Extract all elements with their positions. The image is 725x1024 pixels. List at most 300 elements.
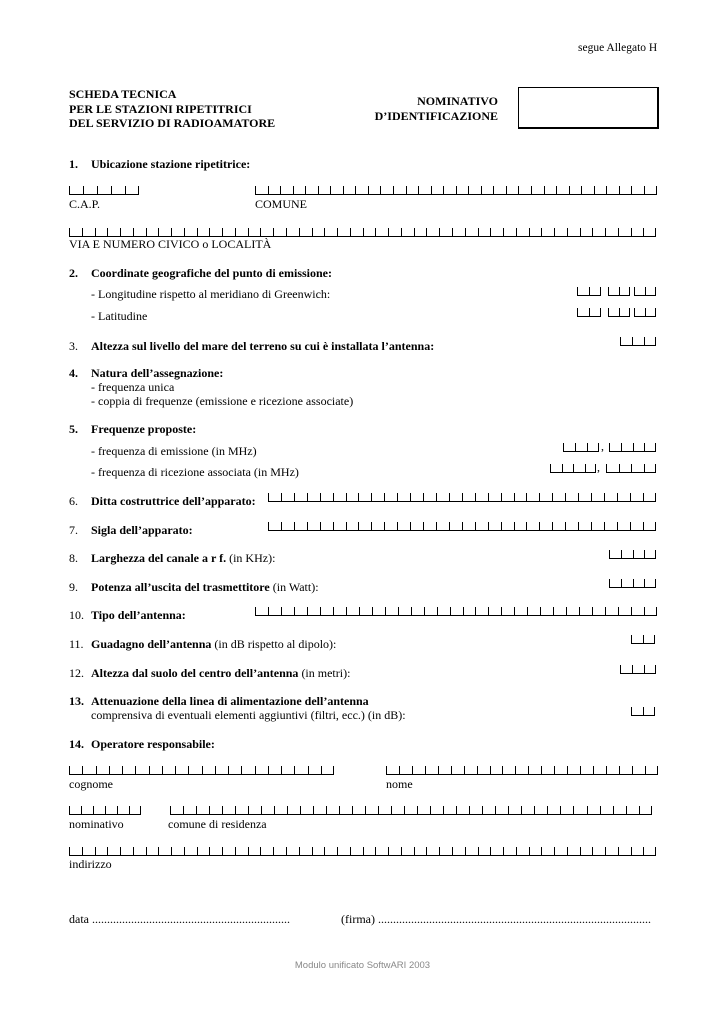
char-cell[interactable] [620, 337, 632, 346]
char-cell[interactable] [477, 766, 490, 775]
char-cell[interactable] [120, 228, 133, 237]
data-field[interactable]: data .................................................................. [69, 912, 290, 926]
char-cell[interactable] [644, 337, 656, 346]
char-cell[interactable] [299, 228, 312, 237]
char-cell[interactable] [346, 493, 359, 502]
char-cell[interactable] [562, 464, 574, 473]
char-cell[interactable] [463, 607, 476, 616]
char-cell[interactable] [255, 186, 268, 195]
char-cell[interactable] [644, 443, 656, 452]
char-cell[interactable] [170, 806, 183, 815]
char-cell[interactable] [462, 493, 475, 502]
char-cell[interactable] [352, 806, 365, 815]
char-cell[interactable] [578, 493, 591, 502]
char-cell[interactable] [465, 228, 478, 237]
char-cell[interactable] [592, 847, 605, 856]
longitudine-gradi-field[interactable] [577, 287, 601, 296]
char-cell[interactable] [577, 287, 589, 296]
char-cell[interactable] [516, 228, 529, 237]
char-cell[interactable] [222, 847, 235, 856]
char-cell[interactable] [268, 186, 281, 195]
char-cell[interactable] [580, 847, 593, 856]
char-cell[interactable] [567, 228, 580, 237]
char-cell[interactable] [526, 522, 539, 531]
char-cell[interactable] [324, 847, 337, 856]
char-cell[interactable] [581, 186, 594, 195]
char-cell[interactable] [645, 287, 656, 296]
char-cell[interactable] [368, 186, 381, 195]
longitudine-primi-field[interactable] [608, 287, 630, 296]
char-cell[interactable] [129, 806, 141, 815]
char-cell[interactable] [605, 607, 618, 616]
char-cell[interactable] [515, 766, 528, 775]
char-cell[interactable] [425, 766, 438, 775]
char-cell[interactable] [503, 847, 516, 856]
char-cell[interactable] [423, 493, 436, 502]
char-cell[interactable] [631, 228, 644, 237]
char-cell[interactable] [438, 766, 451, 775]
char-cell[interactable] [619, 464, 632, 473]
char-cell[interactable] [149, 766, 162, 775]
potenza-field[interactable] [609, 579, 656, 588]
char-cell[interactable] [404, 806, 417, 815]
char-cell[interactable] [521, 806, 534, 815]
char-cell[interactable] [146, 847, 159, 856]
char-cell[interactable] [633, 443, 645, 452]
char-cell[interactable] [424, 607, 437, 616]
char-cell[interactable] [617, 522, 630, 531]
char-cell[interactable] [579, 607, 592, 616]
char-cell[interactable] [380, 186, 393, 195]
char-cell[interactable] [281, 607, 294, 616]
char-cell[interactable] [268, 766, 281, 775]
ricezione-int-field[interactable] [550, 464, 596, 473]
char-cell[interactable] [385, 607, 398, 616]
char-cell[interactable] [605, 228, 618, 237]
char-cell[interactable] [196, 806, 209, 815]
char-cell[interactable] [626, 806, 639, 815]
char-cell[interactable] [294, 493, 307, 502]
char-cell[interactable] [326, 806, 339, 815]
char-cell[interactable] [120, 847, 133, 856]
char-cell[interactable] [613, 806, 626, 815]
char-cell[interactable] [82, 766, 95, 775]
char-cell[interactable] [591, 493, 604, 502]
char-cell[interactable] [384, 522, 397, 531]
char-cell[interactable] [617, 493, 630, 502]
char-cell[interactable] [359, 607, 372, 616]
char-cell[interactable] [630, 522, 643, 531]
char-cell[interactable] [281, 522, 294, 531]
char-cell[interactable] [493, 186, 506, 195]
char-cell[interactable] [566, 607, 579, 616]
char-cell[interactable] [567, 766, 580, 775]
char-cell[interactable] [235, 847, 248, 856]
char-cell[interactable] [528, 766, 541, 775]
char-cell[interactable] [631, 707, 643, 716]
char-cell[interactable] [527, 607, 540, 616]
char-cell[interactable] [630, 493, 643, 502]
char-cell[interactable] [69, 847, 82, 856]
char-cell[interactable] [378, 806, 391, 815]
char-cell[interactable] [318, 186, 331, 195]
char-cell[interactable] [592, 228, 605, 237]
cap-field[interactable] [69, 186, 139, 195]
char-cell[interactable] [215, 766, 228, 775]
char-cell[interactable] [544, 186, 557, 195]
char-cell[interactable] [645, 308, 656, 317]
char-cell[interactable] [465, 847, 478, 856]
char-cell[interactable] [248, 806, 261, 815]
char-cell[interactable] [540, 607, 553, 616]
char-cell[interactable] [228, 766, 241, 775]
char-cell[interactable] [307, 493, 320, 502]
char-cell[interactable] [631, 607, 644, 616]
char-cell[interactable] [488, 607, 501, 616]
char-cell[interactable] [643, 522, 656, 531]
char-cell[interactable] [426, 847, 439, 856]
char-cell[interactable] [565, 493, 578, 502]
char-cell[interactable] [358, 522, 371, 531]
char-cell[interactable] [539, 493, 552, 502]
char-cell[interactable] [475, 493, 488, 502]
char-cell[interactable] [556, 186, 569, 195]
char-cell[interactable] [202, 766, 215, 775]
char-cell[interactable] [643, 635, 655, 644]
char-cell[interactable] [534, 806, 547, 815]
char-cell[interactable] [643, 228, 656, 237]
char-cell[interactable] [286, 228, 299, 237]
char-cell[interactable] [539, 522, 552, 531]
identificazione-input-box[interactable] [518, 87, 659, 129]
via-field[interactable] [69, 228, 656, 237]
char-cell[interactable] [529, 228, 542, 237]
char-cell[interactable] [69, 806, 81, 815]
char-cell[interactable] [307, 522, 320, 531]
char-cell[interactable] [501, 607, 514, 616]
char-cell[interactable] [450, 607, 463, 616]
altezza-slm-field[interactable] [620, 337, 656, 346]
char-cell[interactable] [69, 766, 82, 775]
char-cell[interactable] [594, 186, 607, 195]
char-cell[interactable] [604, 493, 617, 502]
char-cell[interactable] [209, 806, 222, 815]
char-cell[interactable] [401, 228, 414, 237]
char-cell[interactable] [618, 607, 631, 616]
latitudine-secondi-field[interactable] [634, 308, 656, 317]
char-cell[interactable] [443, 186, 456, 195]
char-cell[interactable] [350, 847, 363, 856]
char-cell[interactable] [320, 493, 333, 502]
char-cell[interactable] [443, 806, 456, 815]
larghezza-canale-field[interactable] [609, 550, 656, 559]
char-cell[interactable] [632, 766, 645, 775]
char-cell[interactable] [355, 186, 368, 195]
char-cell[interactable] [372, 607, 385, 616]
char-cell[interactable] [197, 228, 210, 237]
char-cell[interactable] [560, 806, 573, 815]
char-cell[interactable] [634, 287, 645, 296]
char-cell[interactable] [350, 228, 363, 237]
char-cell[interactable] [618, 228, 631, 237]
char-cell[interactable] [645, 766, 658, 775]
char-cell[interactable] [490, 847, 503, 856]
char-cell[interactable] [589, 308, 601, 317]
char-cell[interactable] [69, 186, 83, 195]
char-cell[interactable] [526, 493, 539, 502]
char-cell[interactable] [621, 579, 633, 588]
char-cell[interactable] [644, 550, 656, 559]
char-cell[interactable] [456, 806, 469, 815]
cognome-field[interactable] [69, 766, 334, 775]
char-cell[interactable] [587, 443, 599, 452]
char-cell[interactable] [294, 522, 307, 531]
char-cell[interactable] [643, 493, 656, 502]
char-cell[interactable] [388, 847, 401, 856]
char-cell[interactable] [320, 522, 333, 531]
char-cell[interactable] [171, 228, 184, 237]
char-cell[interactable] [313, 806, 326, 815]
char-cell[interactable] [529, 847, 542, 856]
char-cell[interactable] [375, 228, 388, 237]
char-cell[interactable] [406, 186, 419, 195]
char-cell[interactable] [82, 228, 95, 237]
char-cell[interactable] [337, 847, 350, 856]
char-cell[interactable] [605, 847, 618, 856]
char-cell[interactable] [531, 186, 544, 195]
latitudine-gradi-field[interactable] [577, 308, 601, 317]
char-cell[interactable] [608, 287, 619, 296]
char-cell[interactable] [578, 522, 591, 531]
char-cell[interactable] [514, 607, 527, 616]
char-cell[interactable] [606, 464, 619, 473]
char-cell[interactable] [506, 186, 519, 195]
char-cell[interactable] [606, 186, 619, 195]
char-cell[interactable] [514, 493, 527, 502]
char-cell[interactable] [333, 522, 346, 531]
char-cell[interactable] [268, 607, 281, 616]
char-cell[interactable] [567, 847, 580, 856]
comune-field[interactable] [255, 186, 657, 195]
char-cell[interactable] [273, 847, 286, 856]
char-cell[interactable] [248, 228, 261, 237]
char-cell[interactable] [294, 607, 307, 616]
char-cell[interactable] [69, 228, 82, 237]
char-cell[interactable] [508, 806, 521, 815]
char-cell[interactable] [488, 522, 501, 531]
char-cell[interactable] [501, 493, 514, 502]
natura-option-frequenza-unica[interactable]: - frequenza unica [91, 380, 175, 394]
char-cell[interactable] [363, 847, 376, 856]
char-cell[interactable] [294, 766, 307, 775]
char-cell[interactable] [363, 228, 376, 237]
char-cell[interactable] [384, 493, 397, 502]
char-cell[interactable] [632, 665, 644, 674]
char-cell[interactable] [439, 228, 452, 237]
char-cell[interactable] [554, 766, 567, 775]
char-cell[interactable] [609, 579, 621, 588]
char-cell[interactable] [547, 806, 560, 815]
char-cell[interactable] [643, 847, 656, 856]
attenuazione-field[interactable] [631, 707, 655, 716]
char-cell[interactable] [620, 665, 632, 674]
char-cell[interactable] [386, 766, 399, 775]
char-cell[interactable] [358, 493, 371, 502]
char-cell[interactable] [401, 847, 414, 856]
char-cell[interactable] [417, 806, 430, 815]
char-cell[interactable] [107, 228, 120, 237]
char-cell[interactable] [475, 522, 488, 531]
char-cell[interactable] [619, 766, 632, 775]
char-cell[interactable] [619, 186, 632, 195]
sigla-field[interactable] [268, 522, 656, 531]
char-cell[interactable] [109, 766, 122, 775]
char-cell[interactable] [346, 522, 359, 531]
char-cell[interactable] [619, 287, 630, 296]
char-cell[interactable] [439, 847, 452, 856]
char-cell[interactable] [490, 228, 503, 237]
char-cell[interactable] [644, 186, 657, 195]
char-cell[interactable] [96, 766, 109, 775]
char-cell[interactable] [222, 228, 235, 237]
char-cell[interactable] [393, 186, 406, 195]
char-cell[interactable] [241, 766, 254, 775]
char-cell[interactable] [133, 847, 146, 856]
char-cell[interactable] [516, 847, 529, 856]
char-cell[interactable] [468, 186, 481, 195]
char-cell[interactable] [260, 847, 273, 856]
char-cell[interactable] [451, 766, 464, 775]
char-cell[interactable] [430, 806, 443, 815]
char-cell[interactable] [580, 766, 593, 775]
char-cell[interactable] [305, 186, 318, 195]
char-cell[interactable] [343, 186, 356, 195]
char-cell[interactable] [550, 464, 562, 473]
char-cell[interactable] [333, 607, 346, 616]
latitudine-primi-field[interactable] [608, 308, 630, 317]
char-cell[interactable] [171, 847, 184, 856]
char-cell[interactable] [644, 607, 657, 616]
char-cell[interactable] [577, 308, 589, 317]
char-cell[interactable] [644, 579, 656, 588]
char-cell[interactable] [197, 847, 210, 856]
char-cell[interactable] [235, 806, 248, 815]
char-cell[interactable] [554, 847, 567, 856]
char-cell[interactable] [330, 186, 343, 195]
natura-option-coppia-frequenze[interactable]: - coppia di frequenze (emissione e ricezione associate) [91, 394, 354, 408]
char-cell[interactable] [490, 766, 503, 775]
char-cell[interactable] [478, 228, 491, 237]
char-cell[interactable] [621, 550, 633, 559]
char-cell[interactable] [293, 186, 306, 195]
ditta-field[interactable] [268, 493, 656, 502]
char-cell[interactable] [125, 186, 139, 195]
char-cell[interactable] [281, 766, 294, 775]
char-cell[interactable] [552, 493, 565, 502]
char-cell[interactable] [337, 228, 350, 237]
char-cell[interactable] [580, 228, 593, 237]
char-cell[interactable] [209, 228, 222, 237]
char-cell[interactable] [449, 522, 462, 531]
char-cell[interactable] [333, 493, 346, 502]
char-cell[interactable] [122, 766, 135, 775]
char-cell[interactable] [410, 493, 423, 502]
char-cell[interactable] [488, 493, 501, 502]
char-cell[interactable] [436, 493, 449, 502]
char-cell[interactable] [274, 806, 287, 815]
char-cell[interactable] [608, 308, 619, 317]
char-cell[interactable] [631, 186, 644, 195]
char-cell[interactable] [260, 228, 273, 237]
char-cell[interactable] [632, 337, 644, 346]
char-cell[interactable] [97, 186, 111, 195]
char-cell[interactable] [93, 806, 105, 815]
char-cell[interactable] [502, 766, 515, 775]
char-cell[interactable] [631, 464, 644, 473]
char-cell[interactable] [320, 607, 333, 616]
char-cell[interactable] [452, 228, 465, 237]
char-cell[interactable] [475, 607, 488, 616]
char-cell[interactable] [95, 847, 108, 856]
char-cell[interactable] [593, 766, 606, 775]
char-cell[interactable] [609, 443, 621, 452]
char-cell[interactable] [365, 806, 378, 815]
char-cell[interactable] [268, 493, 281, 502]
char-cell[interactable] [255, 607, 268, 616]
char-cell[interactable] [575, 443, 587, 452]
char-cell[interactable] [606, 766, 619, 775]
char-cell[interactable] [464, 766, 477, 775]
char-cell[interactable] [589, 287, 601, 296]
char-cell[interactable] [412, 766, 425, 775]
char-cell[interactable] [286, 847, 299, 856]
char-cell[interactable] [133, 228, 146, 237]
char-cell[interactable] [346, 607, 359, 616]
char-cell[interactable] [146, 228, 159, 237]
char-cell[interactable] [188, 766, 201, 775]
tipo-antenna-field[interactable] [255, 607, 657, 616]
char-cell[interactable] [633, 550, 645, 559]
char-cell[interactable] [482, 806, 495, 815]
char-cell[interactable] [587, 806, 600, 815]
char-cell[interactable] [600, 806, 613, 815]
longitudine-secondi-field[interactable] [634, 287, 656, 296]
char-cell[interactable] [423, 522, 436, 531]
char-cell[interactable] [184, 228, 197, 237]
char-cell[interactable] [248, 847, 261, 856]
char-cell[interactable] [585, 464, 597, 473]
char-cell[interactable] [299, 847, 312, 856]
char-cell[interactable] [411, 607, 424, 616]
char-cell[interactable] [456, 186, 469, 195]
char-cell[interactable] [554, 228, 567, 237]
char-cell[interactable] [573, 464, 585, 473]
char-cell[interactable] [222, 806, 235, 815]
char-cell[interactable] [312, 847, 325, 856]
char-cell[interactable] [573, 806, 586, 815]
char-cell[interactable] [287, 806, 300, 815]
char-cell[interactable] [321, 766, 334, 775]
char-cell[interactable] [518, 186, 531, 195]
char-cell[interactable] [183, 806, 196, 815]
char-cell[interactable] [81, 806, 93, 815]
char-cell[interactable] [481, 186, 494, 195]
char-cell[interactable] [631, 635, 643, 644]
char-cell[interactable] [398, 607, 411, 616]
char-cell[interactable] [563, 443, 575, 452]
char-cell[interactable] [418, 186, 431, 195]
firma-field[interactable]: (firma) ........................................................................................... [341, 912, 651, 926]
